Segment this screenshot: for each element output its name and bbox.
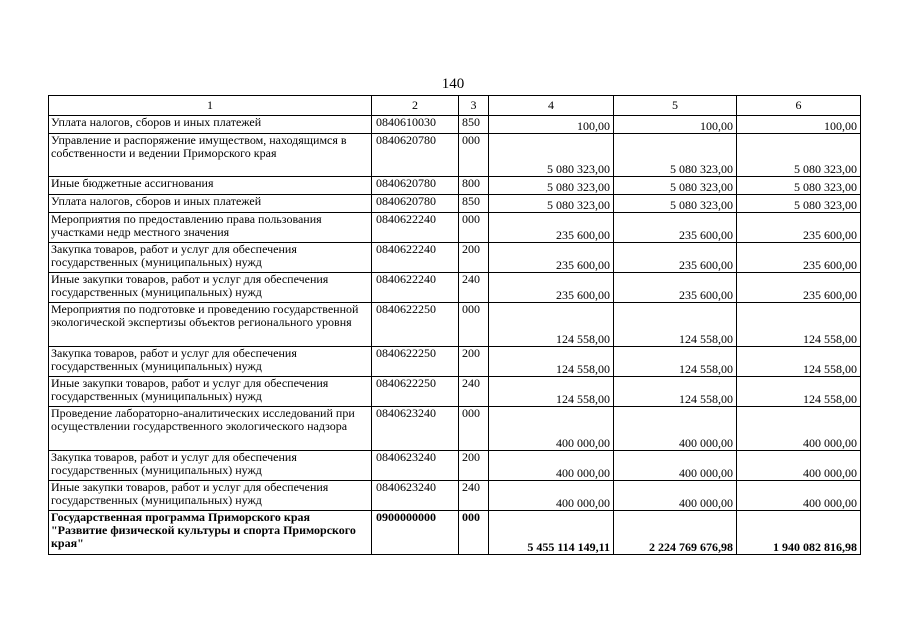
row-name: Иные закупки товаров, работ и услуг для обеспечения государственных (муниципальных) нужд <box>49 481 372 511</box>
row-expense-type: 000 <box>459 407 489 451</box>
column-header: 6 <box>737 96 861 116</box>
row-value-col5: 400 000,00 <box>614 407 737 451</box>
row-expense-type: 240 <box>459 273 489 303</box>
row-value-col5: 5 080 323,00 <box>614 177 737 195</box>
table-body <box>49 96 861 555</box>
row-code: 0840620780 <box>372 177 459 195</box>
row-code: 0840620780 <box>372 134 459 177</box>
row-value-col5: 124 558,00 <box>614 303 737 347</box>
row-value-col4: 235 600,00 <box>489 213 614 243</box>
row-value-col6: 5 080 323,00 <box>737 134 861 177</box>
row-name: Закупка товаров, работ и услуг для обеспечения государственных (муниципальных) нужд <box>49 243 372 273</box>
row-value-col6: 1 940 082 816,98 <box>737 511 861 555</box>
row-expense-type: 850 <box>459 195 489 213</box>
row-expense-type: 800 <box>459 177 489 195</box>
row-expense-type: 000 <box>459 511 489 555</box>
table-row <box>49 481 861 511</box>
page-number: 140 <box>441 76 465 92</box>
row-name: Управление и распоряжение имуществом, находящимся в собственности и ведении Приморского края <box>49 134 372 177</box>
row-value-col4: 124 558,00 <box>489 303 614 347</box>
row-value-col6: 124 558,00 <box>737 377 861 407</box>
column-header: 3 <box>459 96 489 116</box>
row-value-col4: 400 000,00 <box>489 451 614 481</box>
row-name: Мероприятия по подготовке и проведению государственной экологической экспертизы объектов регионального уровня <box>49 303 372 347</box>
row-code: 0840622240 <box>372 243 459 273</box>
table-row <box>49 134 861 177</box>
row-expense-type: 200 <box>459 347 489 377</box>
row-value-col6: 235 600,00 <box>737 243 861 273</box>
row-value-col5: 5 080 323,00 <box>614 195 737 213</box>
row-expense-type: 850 <box>459 116 489 134</box>
row-code: 0900000000 <box>372 511 459 555</box>
row-name: Иные закупки товаров, работ и услуг для обеспечения государственных (муниципальных) нужд <box>49 273 372 303</box>
row-value-col4: 235 600,00 <box>489 243 614 273</box>
row-code: 0840622250 <box>372 347 459 377</box>
row-value-col5: 235 600,00 <box>614 273 737 303</box>
row-value-col4: 400 000,00 <box>489 407 614 451</box>
table-row <box>49 511 861 555</box>
row-value-col4: 100,00 <box>489 116 614 134</box>
row-value-col6: 400 000,00 <box>737 407 861 451</box>
row-expense-type: 000 <box>459 213 489 243</box>
table-row <box>49 303 861 347</box>
row-name: Иные бюджетные ассигнования <box>49 177 372 195</box>
row-expense-type: 200 <box>459 451 489 481</box>
row-value-col5: 124 558,00 <box>614 377 737 407</box>
row-value-col6: 124 558,00 <box>737 347 861 377</box>
row-value-col5: 400 000,00 <box>614 481 737 511</box>
row-name: Проведение лабораторно-аналитических исследований при осуществлении государственного экологического надзора <box>49 407 372 451</box>
row-code: 0840622240 <box>372 273 459 303</box>
row-code: 0840610030 <box>372 116 459 134</box>
table-row <box>49 195 861 213</box>
row-value-col4: 5 080 323,00 <box>489 134 614 177</box>
row-code: 0840623240 <box>372 451 459 481</box>
table-row <box>49 407 861 451</box>
row-name: Закупка товаров, работ и услуг для обеспечения государственных (муниципальных) нужд <box>49 347 372 377</box>
table-row <box>49 177 861 195</box>
row-value-col5: 235 600,00 <box>614 213 737 243</box>
header-row <box>49 96 861 116</box>
row-value-col5: 100,00 <box>614 116 737 134</box>
row-value-col5: 5 080 323,00 <box>614 134 737 177</box>
row-value-col6: 124 558,00 <box>737 303 861 347</box>
row-value-col5: 235 600,00 <box>614 243 737 273</box>
row-value-col4: 5 080 323,00 <box>489 195 614 213</box>
table-row <box>49 273 861 303</box>
row-expense-type: 240 <box>459 481 489 511</box>
table-row <box>49 116 861 134</box>
row-value-col5: 400 000,00 <box>614 451 737 481</box>
row-expense-type: 000 <box>459 303 489 347</box>
row-value-col6: 5 080 323,00 <box>737 195 861 213</box>
row-value-col4: 235 600,00 <box>489 273 614 303</box>
row-expense-type: 200 <box>459 243 489 273</box>
row-name: Уплата налогов, сборов и иных платежей <box>49 195 372 213</box>
row-expense-type: 000 <box>459 134 489 177</box>
column-header: 1 <box>49 96 372 116</box>
row-value-col4: 400 000,00 <box>489 481 614 511</box>
row-value-col4: 5 455 114 149,11 <box>489 511 614 555</box>
row-expense-type: 240 <box>459 377 489 407</box>
row-value-col4: 124 558,00 <box>489 377 614 407</box>
row-value-col6: 400 000,00 <box>737 451 861 481</box>
column-header: 2 <box>372 96 459 116</box>
row-value-col4: 5 080 323,00 <box>489 177 614 195</box>
row-name: Мероприятия по предоставлению права пользования участками недр местного значения <box>49 213 372 243</box>
row-name: Уплата налогов, сборов и иных платежей <box>49 116 372 134</box>
row-code: 0840623240 <box>372 481 459 511</box>
row-value-col6: 5 080 323,00 <box>737 177 861 195</box>
table-row <box>49 451 861 481</box>
row-value-col4: 124 558,00 <box>489 347 614 377</box>
table-row <box>49 347 861 377</box>
row-value-col6: 235 600,00 <box>737 273 861 303</box>
row-value-col6: 100,00 <box>737 116 861 134</box>
row-code: 0840620780 <box>372 195 459 213</box>
column-header: 5 <box>614 96 737 116</box>
table-row <box>49 377 861 407</box>
row-value-col6: 400 000,00 <box>737 481 861 511</box>
column-header: 4 <box>489 96 614 116</box>
row-code: 0840622250 <box>372 303 459 347</box>
row-value-col5: 2 224 769 676,98 <box>614 511 737 555</box>
row-code: 0840623240 <box>372 407 459 451</box>
table-row <box>49 243 861 273</box>
row-value-col6: 235 600,00 <box>737 213 861 243</box>
budget-table <box>48 95 861 555</box>
row-name: Иные закупки товаров, работ и услуг для обеспечения государственных (муниципальных) нужд <box>49 377 372 407</box>
row-value-col5: 124 558,00 <box>614 347 737 377</box>
row-code: 0840622250 <box>372 377 459 407</box>
row-code: 0840622240 <box>372 213 459 243</box>
row-name: Закупка товаров, работ и услуг для обеспечения государственных (муниципальных) нужд <box>49 451 372 481</box>
table-row <box>49 213 861 243</box>
row-name: Государственная программа Приморского края "Развитие физической культуры и спорта Приморского края" <box>49 511 372 555</box>
